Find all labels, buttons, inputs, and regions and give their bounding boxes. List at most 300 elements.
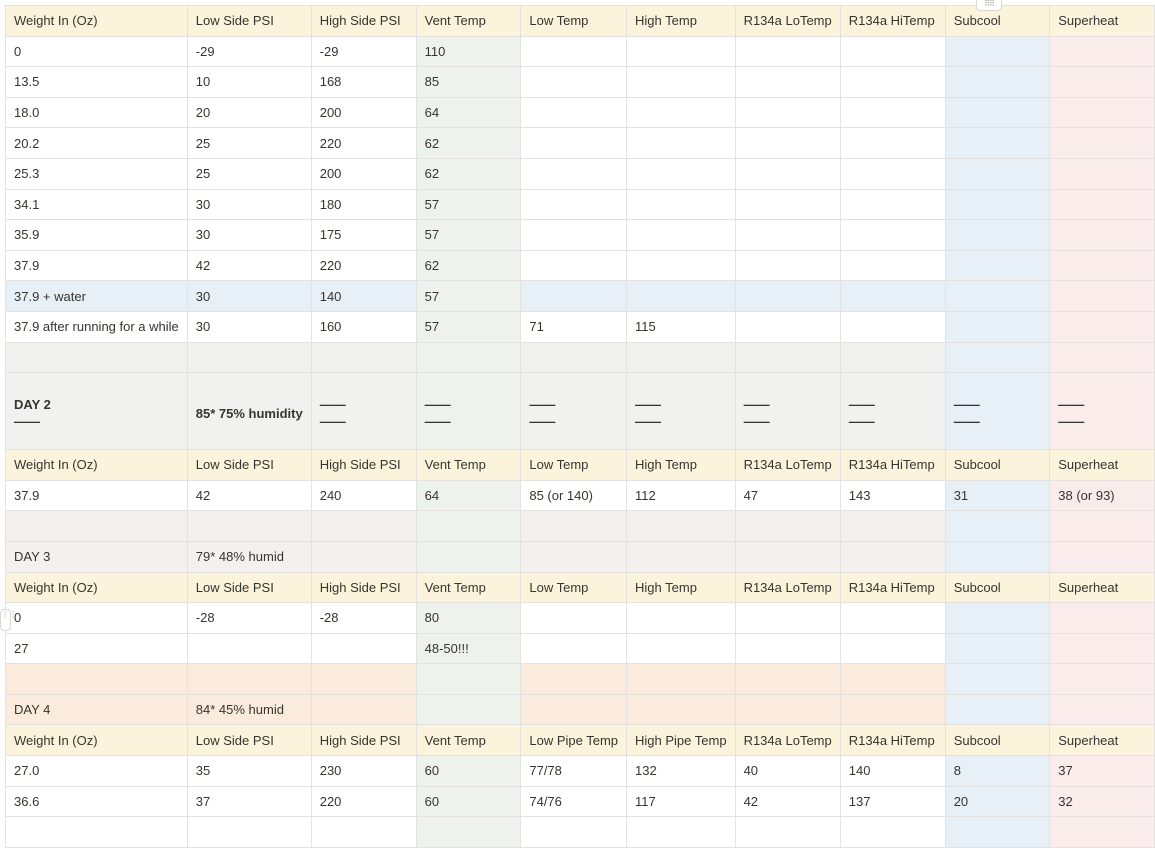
cell-r134a-lotemp[interactable]: R134a LoTemp [735,725,840,756]
cell-text-line: —— [635,414,662,430]
cell-r134a-lotemp[interactable] [735,603,840,634]
cell-weight-in[interactable]: DAY 4 [6,694,188,725]
cell-high-temp[interactable] [627,373,736,450]
cell-r134a-lotemp[interactable] [735,817,840,848]
cell-low-temp[interactable] [521,189,627,220]
cell-text-line: —— [319,397,346,413]
cell-superheat[interactable] [1050,694,1155,725]
cell-high-side-psi[interactable]: 230 [311,756,416,787]
cell-high-temp[interactable]: 115 [627,311,736,342]
cell-weight-in[interactable] [6,817,188,848]
cell-vent-temp[interactable]: 62 [416,250,521,281]
cell-high-side-psi[interactable]: High Side PSI [311,572,416,603]
cell-r134a-lotemp[interactable] [735,633,840,664]
cell-low-side-psi[interactable] [187,664,311,695]
cell-low-side-psi[interactable]: 10 [187,67,311,98]
table-row [6,373,1155,450]
cell-low-temp[interactable] [521,281,627,312]
cell-subcool[interactable] [945,250,1050,281]
cell-r134a-hitemp[interactable] [840,633,945,664]
cell-subcool[interactable]: Subcool [945,450,1050,481]
cell-text-line: —— [529,414,556,430]
cell-high-temp[interactable] [627,128,736,159]
cell-high-temp[interactable] [627,664,736,695]
cell-high-temp[interactable]: 112 [627,480,736,511]
cell-weight-in[interactable]: 34.1 [6,189,188,220]
cell-text-line: —— [743,414,770,430]
table-row [6,36,1155,67]
cell-high-side-psi[interactable] [311,342,416,373]
cell-weight-in[interactable]: 37.9 + water [6,281,188,312]
cell-high-temp[interactable]: High Temp [627,572,736,603]
cell-high-temp[interactable]: 132 [627,756,736,787]
cell-subcool[interactable] [945,36,1050,67]
cell-r134a-lotemp[interactable]: R134a LoTemp [735,450,840,481]
cell-superheat[interactable] [1050,158,1155,189]
cell-superheat[interactable] [1050,311,1155,342]
cell-r134a-hitemp[interactable]: 137 [840,786,945,817]
cell-r134a-lotemp[interactable] [735,311,840,342]
cell-r134a-hitemp[interactable]: 143 [840,480,945,511]
cell-text-line: —— [635,397,662,413]
cell-superheat[interactable] [1050,67,1155,98]
cell-high-side-psi[interactable]: 175 [311,220,416,251]
cell-low-side-psi[interactable]: 30 [187,281,311,312]
cell-r134a-lotemp[interactable] [735,373,840,450]
cell-vent-temp[interactable]: 64 [416,97,521,128]
cell-r134a-hitemp[interactable] [840,220,945,251]
table-row [6,817,1155,848]
cell-low-side-psi[interactable]: 42 [187,250,311,281]
cell-vent-temp[interactable]: Vent Temp [416,572,521,603]
cell-high-temp[interactable] [627,158,736,189]
cell-low-side-psi[interactable] [187,511,311,542]
cell-text-line: —— [743,397,770,413]
cell-r134a-hitemp[interactable] [840,817,945,848]
cell-superheat[interactable]: Superheat [1050,6,1155,37]
table-row [6,281,1155,312]
cell-low-temp[interactable] [521,36,627,67]
cell-weight-in[interactable]: Weight In (Oz) [6,572,188,603]
cell-low-side-psi[interactable]: 20 [187,97,311,128]
cell-subcool[interactable] [945,603,1050,634]
cell-high-temp[interactable] [627,97,736,128]
cell-subcool[interactable] [945,67,1050,98]
cell-superheat[interactable] [1050,97,1155,128]
cell-text-line: —— [319,414,346,430]
table-row [6,97,1155,128]
cell-high-temp[interactable]: 117 [627,786,736,817]
cell-subcool[interactable] [945,220,1050,251]
cell-low-temp[interactable] [521,511,627,542]
cell-low-temp[interactable] [521,664,627,695]
cell-high-side-psi[interactable]: -29 [311,36,416,67]
cell-high-temp[interactable] [627,36,736,67]
cell-vent-temp[interactable]: 80 [416,603,521,634]
cell-text-line: —— [848,414,875,430]
cell-r134a-lotemp[interactable] [735,250,840,281]
cell-superheat[interactable] [1050,128,1155,159]
cell-high-temp[interactable] [627,281,736,312]
cell-superheat[interactable] [1050,817,1155,848]
cell-low-side-psi[interactable]: 42 [187,480,311,511]
cell-subcool[interactable] [945,281,1050,312]
table-row [6,128,1155,159]
cell-r134a-lotemp[interactable] [735,128,840,159]
cell-vent-temp[interactable] [416,541,521,572]
cell-high-side-psi[interactable] [311,541,416,572]
cell-weight-in[interactable] [6,342,188,373]
cell-r134a-lotemp[interactable] [735,511,840,542]
cell-text-line: —— [529,397,556,413]
cell-r134a-hitemp[interactable]: 140 [840,756,945,787]
cell-low-side-psi[interactable]: 30 [187,311,311,342]
cell-superheat[interactable] [1050,36,1155,67]
cell-superheat[interactable] [1050,664,1155,695]
cell-r134a-hitemp[interactable] [840,67,945,98]
cell-high-side-psi[interactable] [311,633,416,664]
cell-vent-temp[interactable]: 57 [416,281,521,312]
cell-low-temp[interactable] [521,250,627,281]
cell-r134a-lotemp[interactable] [735,541,840,572]
cell-low-temp[interactable] [521,67,627,98]
cell-superheat[interactable] [1050,250,1155,281]
cell-low-side-psi[interactable]: 35 [187,756,311,787]
cell-high-side-psi[interactable] [311,694,416,725]
cell-weight-in[interactable]: 0 [6,603,188,634]
cell-text-line: —— [848,397,875,413]
cell-superheat[interactable] [1050,189,1155,220]
cell-vent-temp[interactable]: 48-50!!! [416,633,521,664]
cell-vent-temp[interactable]: 110 [416,36,521,67]
cell-r134a-hitemp[interactable] [840,664,945,695]
cell-subcool[interactable] [945,128,1050,159]
cell-superheat[interactable]: Superheat [1050,572,1155,603]
cell-weight-in[interactable]: Weight In (Oz) [6,725,188,756]
cell-r134a-lotemp[interactable] [735,158,840,189]
cell-low-side-psi[interactable] [187,633,311,664]
cell-vent-temp[interactable]: 60 [416,786,521,817]
cell-r134a-hitemp[interactable]: R134a HiTemp [840,572,945,603]
cell-weight-in[interactable]: 27.0 [6,756,188,787]
cell-text-line: DAY 2 [14,397,51,413]
cell-low-temp[interactable]: 74/76 [521,786,627,817]
cell-low-temp[interactable] [521,373,627,450]
cell-subcool[interactable] [945,694,1050,725]
cell-r134a-lotemp[interactable] [735,97,840,128]
cell-superheat[interactable] [1050,633,1155,664]
cell-low-side-psi[interactable]: Low Side PSI [187,450,311,481]
cell-low-temp[interactable] [521,342,627,373]
cell-low-side-psi[interactable]: Low Side PSI [187,572,311,603]
cell-low-temp[interactable] [521,128,627,159]
drag-handle-horizontal-icon[interactable]: ⠿⠿ [976,0,1002,11]
cell-subcool[interactable] [945,189,1050,220]
cell-r134a-hitemp[interactable] [840,97,945,128]
cell-high-side-psi[interactable] [311,511,416,542]
cell-r134a-lotemp[interactable] [735,342,840,373]
cell-vent-temp[interactable]: 57 [416,311,521,342]
table-row [6,189,1155,220]
cell-r134a-hitemp[interactable] [840,158,945,189]
cell-high-temp[interactable] [627,67,736,98]
cell-high-temp[interactable]: High Temp [627,450,736,481]
cell-r134a-hitemp[interactable] [840,250,945,281]
cell-r134a-lotemp[interactable] [735,220,840,251]
cell-low-side-psi[interactable]: 84* 45% humid [187,694,311,725]
cell-low-side-psi[interactable]: 85* 75% humidity [187,373,311,450]
table-row [6,250,1155,281]
table-row [6,220,1155,251]
cell-high-temp[interactable] [627,817,736,848]
cell-high-side-psi[interactable]: High Side PSI [311,725,416,756]
drag-handle-vertical-icon[interactable]: ⋮⋮ [0,609,11,631]
table-row [6,694,1155,725]
cell-subcool[interactable] [945,817,1050,848]
cell-r134a-hitemp[interactable] [840,342,945,373]
cell-high-side-psi[interactable]: 200 [311,97,416,128]
cell-high-temp[interactable] [627,342,736,373]
cell-low-temp[interactable]: Low Temp [521,6,627,37]
cell-weight-in[interactable]: 13.5 [6,67,188,98]
cell-high-side-psi[interactable]: 168 [311,67,416,98]
cell-high-side-psi[interactable]: 240 [311,480,416,511]
cell-subcool[interactable]: Subcool [945,572,1050,603]
cell-superheat[interactable] [1050,511,1155,542]
cell-superheat[interactable]: Superheat [1050,450,1155,481]
table-row [6,67,1155,98]
cell-low-side-psi[interactable]: -28 [187,603,311,634]
cell-superheat[interactable] [1050,603,1155,634]
cell-low-temp[interactable] [521,603,627,634]
cell-high-temp[interactable]: High Temp [627,6,736,37]
cell-low-temp[interactable]: 77/78 [521,756,627,787]
cell-r134a-lotemp[interactable] [735,189,840,220]
cell-low-side-psi[interactable]: 25 [187,158,311,189]
cell-weight-in[interactable]: 0 [6,36,188,67]
cell-superheat[interactable]: 37 [1050,756,1155,787]
cell-high-side-psi[interactable]: High Side PSI [311,6,416,37]
cell-subcool[interactable]: Subcool [945,725,1050,756]
cell-low-temp[interactable]: 71 [521,311,627,342]
cell-vent-temp[interactable]: 62 [416,158,521,189]
cell-weight-in[interactable]: 37.9 after running for a while [6,311,188,342]
table-body [6,6,1155,848]
cell-high-temp[interactable]: High Pipe Temp [627,725,736,756]
cell-weight-in[interactable]: 18.0 [6,97,188,128]
cell-subcool[interactable] [945,311,1050,342]
cell-low-temp[interactable]: Low Temp [521,572,627,603]
cell-text-line: —— [953,414,980,430]
table-row [6,572,1155,603]
table-row [6,342,1155,373]
table-row [6,633,1155,664]
data-table [5,5,1155,848]
cell-weight-in[interactable]: 37.9 [6,250,188,281]
cell-r134a-hitemp[interactable] [840,311,945,342]
cell-superheat[interactable]: Superheat [1050,725,1155,756]
table-row [6,664,1155,695]
cell-high-side-psi[interactable]: 200 [311,158,416,189]
cell-r134a-hitemp[interactable]: R134a HiTemp [840,725,945,756]
cell-high-temp[interactable] [627,694,736,725]
cell-vent-temp[interactable]: 62 [416,128,521,159]
cell-subcool[interactable]: 31 [945,480,1050,511]
cell-low-side-psi[interactable]: -29 [187,36,311,67]
cell-high-side-psi[interactable]: 220 [311,786,416,817]
cell-high-side-psi[interactable]: 180 [311,189,416,220]
cell-high-temp[interactable] [627,511,736,542]
cell-r134a-lotemp[interactable] [735,694,840,725]
cell-r134a-hitemp[interactable] [840,281,945,312]
cell-weight-in[interactable] [6,664,188,695]
cell-superheat[interactable]: 38 (or 93) [1050,480,1155,511]
cell-r134a-lotemp[interactable] [735,36,840,67]
cell-low-temp[interactable] [521,633,627,664]
cell-weight-in[interactable]: 25.3 [6,158,188,189]
cell-weight-in[interactable]: 35.9 [6,220,188,251]
table-row [6,541,1155,572]
cell-subcool[interactable] [945,664,1050,695]
cell-subcool[interactable] [945,511,1050,542]
cell-vent-temp[interactable] [416,664,521,695]
cell-weight-in[interactable]: 37.9 [6,480,188,511]
cell-r134a-hitemp[interactable] [840,36,945,67]
cell-vent-temp[interactable] [416,373,521,450]
cell-low-side-psi[interactable] [187,817,311,848]
cell-r134a-hitemp[interactable] [840,511,945,542]
cell-r134a-hitemp[interactable] [840,603,945,634]
cell-r134a-lotemp[interactable] [735,67,840,98]
cell-text-line: —— [14,414,40,430]
cell-superheat[interactable] [1050,541,1155,572]
cell-weight-in[interactable] [6,373,188,450]
cell-high-side-psi[interactable] [311,817,416,848]
cell-low-side-psi[interactable]: 79* 48% humid [187,541,311,572]
cell-r134a-hitemp[interactable]: R134a HiTemp [840,6,945,37]
cell-low-temp[interactable]: Low Temp [521,450,627,481]
cell-vent-temp[interactable] [416,694,521,725]
cell-low-temp[interactable] [521,158,627,189]
cell-subcool[interactable] [945,97,1050,128]
cell-low-temp[interactable] [521,220,627,251]
cell-vent-temp[interactable] [416,511,521,542]
cell-weight-in[interactable] [6,511,188,542]
cell-subcool[interactable]: Subcool [945,6,1050,37]
cell-superheat[interactable]: 32 [1050,786,1155,817]
cell-weight-in[interactable]: 27 [6,633,188,664]
cell-low-side-psi[interactable]: 37 [187,786,311,817]
cell-low-temp[interactable] [521,694,627,725]
cell-subcool[interactable]: 8 [945,756,1050,787]
table-row [6,158,1155,189]
cell-text-line: —— [1058,414,1085,430]
cell-r134a-hitemp[interactable] [840,694,945,725]
cell-low-temp[interactable]: 85 (or 140) [521,480,627,511]
cell-r134a-hitemp[interactable] [840,373,945,450]
cell-high-side-psi[interactable]: 220 [311,250,416,281]
cell-high-side-psi[interactable]: 160 [311,311,416,342]
cell-vent-temp[interactable]: 85 [416,67,521,98]
cell-vent-temp[interactable]: 57 [416,189,521,220]
cell-r134a-lotemp[interactable]: 40 [735,756,840,787]
cell-high-side-psi[interactable]: 140 [311,281,416,312]
cell-low-temp[interactable] [521,817,627,848]
cell-subcool[interactable] [945,373,1050,450]
cell-r134a-lotemp[interactable]: R134a LoTemp [735,6,840,37]
cell-superheat[interactable] [1050,373,1155,450]
cell-r134a-hitemp[interactable] [840,189,945,220]
table-row [6,725,1155,756]
cell-subcool[interactable] [945,633,1050,664]
cell-high-temp[interactable] [627,220,736,251]
cell-superheat[interactable] [1050,342,1155,373]
cell-high-side-psi[interactable]: 220 [311,128,416,159]
cell-high-side-psi[interactable]: High Side PSI [311,450,416,481]
table-row [6,450,1155,481]
cell-r134a-hitemp[interactable]: R134a HiTemp [840,450,945,481]
cell-high-temp[interactable] [627,603,736,634]
cell-superheat[interactable] [1050,281,1155,312]
cell-subcool[interactable]: 20 [945,786,1050,817]
cell-text-line: —— [953,397,980,413]
cell-low-temp[interactable]: Low Pipe Temp [521,725,627,756]
cell-weight-in[interactable]: Weight In (Oz) [6,450,188,481]
cell-subcool[interactable] [945,342,1050,373]
cell-vent-temp[interactable]: 64 [416,480,521,511]
cell-vent-temp[interactable]: 60 [416,756,521,787]
cell-vent-temp[interactable]: 57 [416,220,521,251]
cell-superheat[interactable] [1050,220,1155,251]
cell-vent-temp[interactable] [416,342,521,373]
cell-low-side-psi[interactable]: 25 [187,128,311,159]
cell-r134a-lotemp[interactable]: 42 [735,786,840,817]
cell-low-side-psi[interactable]: Low Side PSI [187,725,311,756]
cell-r134a-hitemp[interactable] [840,128,945,159]
cell-weight-in[interactable]: Weight In (Oz) [6,6,188,37]
cell-high-temp[interactable] [627,541,736,572]
cell-high-temp[interactable] [627,633,736,664]
table-row [6,511,1155,542]
cell-low-side-psi[interactable]: 30 [187,189,311,220]
cell-vent-temp[interactable]: Vent Temp [416,450,521,481]
cell-high-temp[interactable] [627,250,736,281]
cell-low-side-psi[interactable]: Low Side PSI [187,6,311,37]
cell-vent-temp[interactable]: Vent Temp [416,6,521,37]
cell-high-side-psi[interactable] [311,373,416,450]
cell-low-temp[interactable] [521,97,627,128]
cell-high-side-psi[interactable] [311,664,416,695]
cell-r134a-lotemp[interactable] [735,281,840,312]
cell-vent-temp[interactable] [416,817,521,848]
cell-r134a-lotemp[interactable]: R134a LoTemp [735,572,840,603]
cell-r134a-lotemp[interactable]: 47 [735,480,840,511]
cell-subcool[interactable] [945,541,1050,572]
cell-high-temp[interactable] [627,189,736,220]
cell-r134a-lotemp[interactable] [735,664,840,695]
cell-weight-in[interactable]: 36.6 [6,786,188,817]
cell-weight-in[interactable]: DAY 3 [6,541,188,572]
cell-subcool[interactable] [945,158,1050,189]
cell-low-side-psi[interactable] [187,342,311,373]
cell-low-temp[interactable] [521,541,627,572]
cell-r134a-hitemp[interactable] [840,541,945,572]
cell-high-side-psi[interactable]: -28 [311,603,416,634]
cell-low-side-psi[interactable]: 30 [187,220,311,251]
cell-vent-temp[interactable]: Vent Temp [416,725,521,756]
table-row [6,311,1155,342]
cell-weight-in[interactable]: 20.2 [6,128,188,159]
